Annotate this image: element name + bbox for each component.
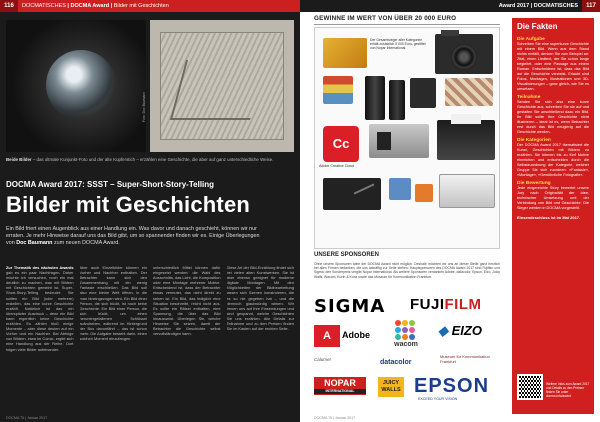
eizo-text: EIZO xyxy=(451,323,482,338)
wacom-dot xyxy=(409,334,415,340)
prizes-title: GEWINNE IM WERT VON ÜBER 20 000 EURO xyxy=(314,15,500,25)
article-kicker: DOCMA Award 2017: SSST – Super-Short-Story-Telling xyxy=(6,180,215,189)
wacom-dot xyxy=(402,320,408,326)
sidebar-heading-categories: Die Kategorien xyxy=(517,138,551,143)
sidebar-heading-task: Die Aufgabe xyxy=(517,37,545,42)
right-header-docmatisches: DOCMATISCHES xyxy=(533,3,578,9)
prize-camera xyxy=(435,34,493,74)
wacom-dot xyxy=(395,334,401,340)
wacom-dot xyxy=(402,327,408,333)
prize-hard-drive xyxy=(439,174,495,208)
adobe-logo-mark: A xyxy=(314,325,340,347)
wacom-dot xyxy=(409,327,415,333)
caption-text: – das oltmale Kunjunkt-Foto und der alte Kupferstich – erzählen eine Geschichte, die aber auf ganz unterschiedliche Weise. xyxy=(31,157,274,162)
nopar-sub: INTERNATIONAL xyxy=(314,389,366,394)
left-page-header xyxy=(0,0,300,12)
wacom-dot xyxy=(395,320,401,326)
image-caption xyxy=(6,157,294,163)
sidebar-text-rating: Jede eingereichte Story bewertet unsere Jury nach Originalität der Idee, technischer Umsetzung und der Verbindung von Bild und Geschichte. Die Sieger werden in DOCMA vorgestellt. xyxy=(517,186,589,210)
facts-sidebar xyxy=(512,18,594,414)
sponsors-text: Ohne unsere Sponsoren wäre der DOCMA Award nicht möglich. Deshalb möchten wir uns an dieser Stelle ganz herzlich bei allen Firmen bedanken, die uns tatkräftig zur Seite stehen: Hauptsponsoren des DOCMA Award 2017 sind Fujifilm und Sigma; den Sonderpreis vergibt Nopar International. Als weitere Sponsoren verdanken Adobe, datacolor, Epson, Eizo, Juicy Walls, Wacom, Kurth & Kunz sowie das Museum für Kommunikation Frankfurt. xyxy=(314,262,500,279)
right-page-number: 117 xyxy=(582,0,600,12)
right-page-header xyxy=(300,0,600,12)
fujifilm-logo xyxy=(410,296,482,313)
calumet-logo: Calumet xyxy=(314,357,331,362)
epson-tagline: EXCEED YOUR VISION xyxy=(418,397,458,401)
prize-printer xyxy=(437,120,495,160)
prize-flash-case xyxy=(369,124,429,158)
wacom-logo xyxy=(392,320,420,348)
wacom-text: wacom xyxy=(394,341,418,348)
sidebar-title: Die Fakten xyxy=(517,22,558,31)
article-lead xyxy=(6,226,266,247)
qr-code[interactable] xyxy=(517,374,543,400)
wacom-dot xyxy=(409,320,415,326)
prize-tablet xyxy=(323,178,381,210)
right-header-section: Award 2017 xyxy=(498,3,530,9)
camera-lens xyxy=(451,44,477,70)
body-text-3: unterschiedlich Mittel können dafür eingesetzt werden: die Wahl des Ausschnitts, das Licht, die Komposition oder eine Montage mehrerer Motive. Entscheidend ist, dass der Betrachter etwas vermutet, das nicht direkt zu sehen ist. Ein Bild, das lediglich eine Situation beschreibt, reicht nicht aus. Es sollte ein Rätsel enthalten, eine Spannung, die über das Bild hinausweist. Überlegen Sie, welche Hinweise Sie setzen, damit der Betrachter die Geschichte selbst vervollständigen kann. xyxy=(153,265,221,337)
article-headline: Bilder mit Geschichten xyxy=(6,192,251,217)
fuji-part: FUJI xyxy=(410,296,445,313)
nopar-text: NOPAR xyxy=(324,378,356,388)
prizes-box xyxy=(314,27,500,249)
prize-books xyxy=(323,76,353,104)
camera-top xyxy=(441,30,459,36)
sidebar-text-task: Schreiben Sie eine superkurze Geschichte mit einem Bild. Wenn aus dem Stand nichts einfällt, denken Sie zum Beispiel an: Zitat, einen Liedtext, der Sie schon lange begleitet, oder eine Passage aus einem Roman. Entscheidend ist, dass das Bild auf die Geschichte verweist. Erlaubt sind Fotos, Montagen, Illustrationen und 3D-Visualisierungen – ganz gleich, wie Sie es umsetzen. xyxy=(517,42,589,91)
body-column-2 xyxy=(80,265,148,413)
body-text-2: Aber auch Einzelbilder können ein Vorher und Nachher enthalten. Der Betrachter kann sich den Zusammenhang mit ein wenig Fantasie erschließen. Das Bild soll also eine kleine Welt öffnen, in die man hineingezogen wird. Ein Bild einer Person, die sich bückt, ist noch keine Geschichte. Ein Bild einer Person, die sich bückt, um einen heruntergefallenen Schlüssel aufzuheben, während im Hintergrund der Bus davonfährt – das ist schon mehr. Die Aufgabe besteht darin, einen solchen Moment einzufangen. xyxy=(79,265,147,342)
printer-paper xyxy=(451,114,481,124)
film-part: FILM xyxy=(444,296,482,313)
right-header-title: Award 2017 | DOCMATISCHES xyxy=(498,3,578,9)
left-header-section: DOCMATISCHES xyxy=(22,3,66,9)
glass-photo xyxy=(6,20,146,152)
adobe-logo-text: Adobe xyxy=(342,330,370,340)
prize-adobe-label: Adobe Creative Cloud xyxy=(319,164,355,168)
museum-logo: Museum für Kommunikation Frankfurt xyxy=(440,354,490,364)
body-column-1 xyxy=(6,265,74,413)
left-header-subtitle: Bilder mit Geschichten xyxy=(113,3,169,9)
caption-bold: Beide Bilder xyxy=(6,157,32,162)
left-footer: DOCMA 75 | Januar 2017 xyxy=(6,416,48,420)
qr-code-text: Weitere Infos zum Award 2017 und Details zu den Preisen finden Sie unter docma.info/award xyxy=(546,382,590,398)
sigma-logo: SIGMA xyxy=(314,296,386,317)
prize-voucher-text: Der Gesamtsieger aller Kategorien erhält zusätzlich 5 000 Euro, gestiftet von Nopar International. xyxy=(370,38,426,51)
lead-tail: zum neuen DOCMA Award. xyxy=(52,240,120,246)
sidebar-text-categories: Der DOCMA Award 2017 thematisiert die Kunst, Geschichten mit Bildern zu erzählen. Sie können bis zu fünf Motive einreichen und entscheiden durch die Selbstzuordnung der Kategorie, welcher Gruppe Sie sich zuordnen: »Fantasie«, »Montage«, »Gewöhnliche Fotografie«. xyxy=(517,143,589,177)
left-header-award: DOCMA Award xyxy=(70,3,110,9)
sidebar-heading-rating: Die Bewertung xyxy=(517,181,551,186)
prize-gadget xyxy=(389,178,411,200)
article-body xyxy=(6,265,294,413)
prize-bag xyxy=(410,78,436,108)
right-page xyxy=(300,0,600,422)
prize-lens-2 xyxy=(389,80,405,120)
wacom-dot xyxy=(402,334,408,340)
sponsors-title: UNSERE SPONSOREN xyxy=(314,252,380,258)
tablet-pen xyxy=(354,183,375,194)
sidebar-heading-participation: Teilnahme xyxy=(517,95,541,100)
body-intro: Zur Thematik des nächsten Awards xyxy=(6,265,74,270)
prize-gadget-2 xyxy=(415,184,433,202)
prize-adobe-cc-logo: Cc xyxy=(323,126,359,162)
left-page-number: 116 xyxy=(0,0,18,12)
wacom-dots xyxy=(395,320,417,340)
prize-prints xyxy=(445,78,493,106)
prize-lens xyxy=(365,76,385,120)
engraving-photo xyxy=(150,20,294,152)
lead-text: Ein Bild friert einen Augenblick aus einer Handlung ein. Was davor und danach geschieht, können wir nur erraten. Je mehr Hinweise darauf uns das Bild gibt, um so spannender finden wir es. Einige Überlegungen von xyxy=(6,226,260,246)
body-column-4 xyxy=(227,265,295,413)
engraving-stair xyxy=(170,60,266,120)
lead-author: Doc Baumann xyxy=(16,240,53,246)
wacom-dot xyxy=(395,327,401,333)
prize-voucher xyxy=(323,38,367,68)
epson-logo: EPSON xyxy=(414,375,490,397)
body-text-1: gab es ein paar Nachfragen. Daher möchte ich versuchen, noch ein mal deutlich zu machen, was mit Bildern mit Geschichten gemeint ist. Super-Short-Story-Telling bedeutet: Sie sollten ein Bild (oder mehrere) erstellen, das eine kurze Geschichte erzählt. Natürlich ist das ein überspitzter Ausdruck – denn ein Bild kann eigentlich keine Geschichte erzählen. Es zählen bloß einige Momente – aber diese deuten auf ein Vorher und ein Nachher. Bei Abfolge von Bildern, etwa im Comic, ergibt sich eine Handlung aus der Reihe. Dort folgen viele Bilder aufeinander. xyxy=(6,270,74,352)
sidebar-text-participation: Senden Sie sich also eine kurze Geschichte aus, schreiben Sie sie auf und gestalten Sie anschließend dazu ein Bild. Ihr Bild sollte Ihre Geschichte nicht illustrieren – ideal ist es, wenn Betrachter erst durch das Bild neugierig auf die Geschichte werden. xyxy=(517,100,589,134)
photo-credit: Foto: Doc Baumann xyxy=(142,91,146,122)
nopar-logo xyxy=(314,377,366,395)
flash-unit xyxy=(377,132,391,150)
eizo-mark: ◆ xyxy=(438,323,448,338)
body-column-3 xyxy=(153,265,221,413)
left-header-title: DOCMATISCHES | DOCMA Award | Bilder mit Geschichten xyxy=(22,3,169,9)
right-footer: DOCMA 75 | Januar 2017 xyxy=(314,416,356,420)
glass-object xyxy=(46,50,116,120)
datacolor-logo: datacolor xyxy=(380,359,412,366)
sidebar-deadline: Einsendeschluss ist im Mai 2017. xyxy=(517,215,581,220)
body-text-4: Diese Art der Bild-Erzählung findet sich bei vielen alten Kunstwerken. Sie ist aber ebenso geeignet für moderne digitale Montagen. Mit den Möglichkeiten der Bildbearbeitung lassen sich Szenen konstruieren, die es so nie gegeben hat – und die dennoch glaubwürdig wirken. Wir freuen uns auf Ihre Einsendungen und sind gespannt, welche Geschichten Sie uns erzählen. Alle Details zur Teilnahme und zu den Preisen finden Sie im Kasten auf der rechten Seite. xyxy=(226,265,294,332)
juicy-walls-logo: JUICY WALLS xyxy=(378,377,404,397)
eizo-logo xyxy=(438,323,482,339)
